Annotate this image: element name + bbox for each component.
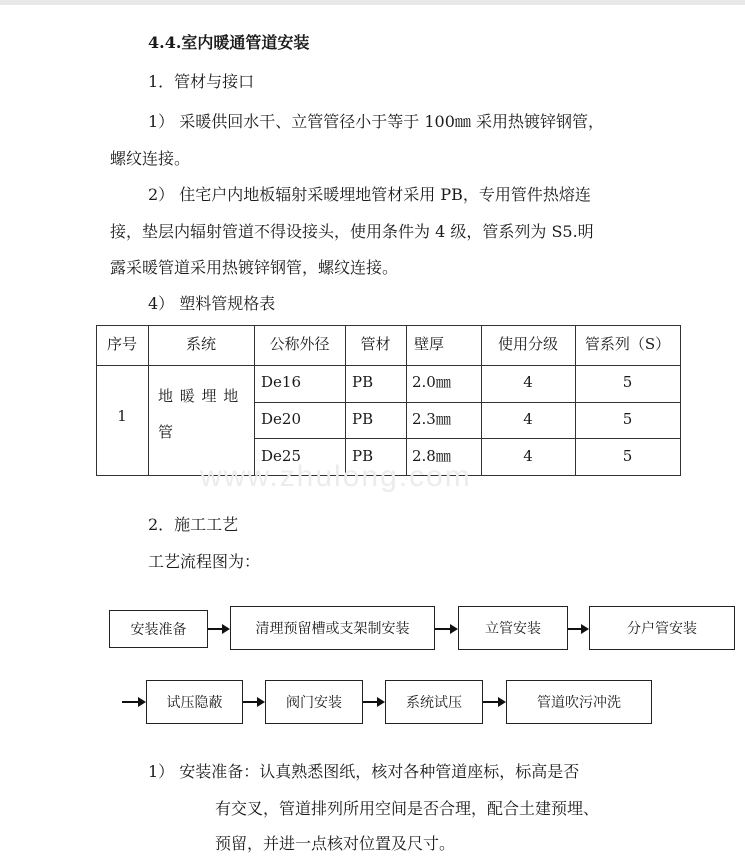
table-row-line — [254, 402, 681, 403]
paragraph-2-line-3: 露采暖管道采用热镀锌钢管，螺纹连接。 — [110, 258, 399, 277]
table-cell-series: 5 — [622, 447, 633, 465]
table-cell-grade: 4 — [523, 410, 533, 428]
paragraph-1-line-2: 螺纹连接。 — [110, 149, 191, 168]
table-cell-material: PB — [352, 447, 374, 465]
flow-arrow — [208, 628, 228, 630]
table-cell-diameter: De25 — [261, 447, 301, 465]
flow-step-valve: 阀门安装 — [265, 680, 363, 724]
table-caption: 4） 塑料管规格表 — [148, 294, 276, 313]
table-header-grade: 使用分级 — [497, 335, 558, 353]
section-title: 4.4.室内暖通管道安装 — [148, 33, 310, 52]
table-cell-material: PB — [352, 410, 374, 428]
pipe-spec-table — [96, 325, 681, 476]
table-col-line — [406, 325, 407, 476]
flow-arrow — [363, 701, 383, 703]
table-cell-index: 1 — [117, 407, 127, 425]
table-header-diameter: 公称外径 — [269, 335, 330, 353]
table-cell-wall: 2.8㎜ — [412, 447, 451, 465]
table-cell-system-line1: 地 暖 埋 地 — [158, 387, 240, 405]
flow-step-riser: 立管安装 — [458, 606, 568, 650]
process-heading: 2．施工工艺 — [148, 515, 239, 534]
table-row-line — [254, 438, 681, 439]
flow-step-clean-groove: 清理预留槽或支架制安装 — [230, 606, 435, 650]
process-intro: 工艺流程图为： — [148, 552, 261, 571]
paragraph-2-line-1: 2） 住宅户内地板辐射采暖埋地管材采用 PB，专用管件热熔连 — [148, 185, 591, 204]
table-header-series: 管系列（S） — [584, 335, 671, 353]
watermark: www.zhulong.com — [200, 460, 472, 493]
top-border — [0, 0, 745, 5]
paragraph-1-line-1: 1） 采暖供回水干、立管管径小于等于 100㎜ 采用热镀锌钢管， — [148, 112, 604, 131]
table-header-material: 管材 — [360, 335, 391, 353]
table-header-index: 序号 — [106, 335, 137, 353]
paragraph-2-line-2: 接，垫层内辐射管道不得设接头，使用条件为 4 级，管系列为 S5.明 — [110, 222, 594, 241]
flow-arrow — [568, 628, 587, 630]
note-1-line-2: 有交叉，管道排列所用空间是否合理，配合土建预埋、 — [215, 799, 600, 818]
flow-step-prepare: 安装准备 — [109, 610, 208, 648]
table-header-wall: 壁厚 — [414, 335, 445, 353]
note-1-line-3: 预留，并进一点核对位置及尺寸。 — [215, 834, 456, 853]
table-border-right — [680, 325, 681, 476]
table-border-top — [96, 325, 681, 326]
subheading-materials: 1．管材与接口 — [148, 72, 255, 91]
flow-step-branch-pipe: 分户管安装 — [589, 606, 735, 650]
table-cell-grade: 4 — [523, 373, 533, 391]
note-1-line-1: 1） 安装准备：认真熟悉图纸，核对各种管道座标，标高是否 — [148, 762, 580, 781]
table-header-line — [96, 365, 681, 366]
table-cell-grade: 4 — [523, 447, 533, 465]
table-cell-system-line2: 管 — [158, 423, 174, 441]
table-header-system: 系统 — [185, 335, 216, 353]
table-cell-series: 5 — [622, 373, 633, 391]
flow-arrow — [122, 701, 144, 703]
table-cell-diameter: De16 — [261, 373, 301, 391]
table-cell-series: 5 — [622, 410, 633, 428]
flow-arrow — [483, 701, 504, 703]
table-cell-diameter: De20 — [261, 410, 301, 428]
flow-step-pressure-conceal: 试压隐蔽 — [146, 680, 243, 724]
flow-step-flush: 管道吹污冲洗 — [506, 680, 652, 724]
flow-arrow — [435, 628, 456, 630]
table-cell-wall: 2.3㎜ — [412, 410, 451, 428]
flow-arrow — [243, 701, 263, 703]
table-cell-wall: 2.0㎜ — [412, 373, 451, 391]
flow-step-system-test: 系统试压 — [385, 680, 483, 724]
table-cell-material: PB — [352, 373, 374, 391]
